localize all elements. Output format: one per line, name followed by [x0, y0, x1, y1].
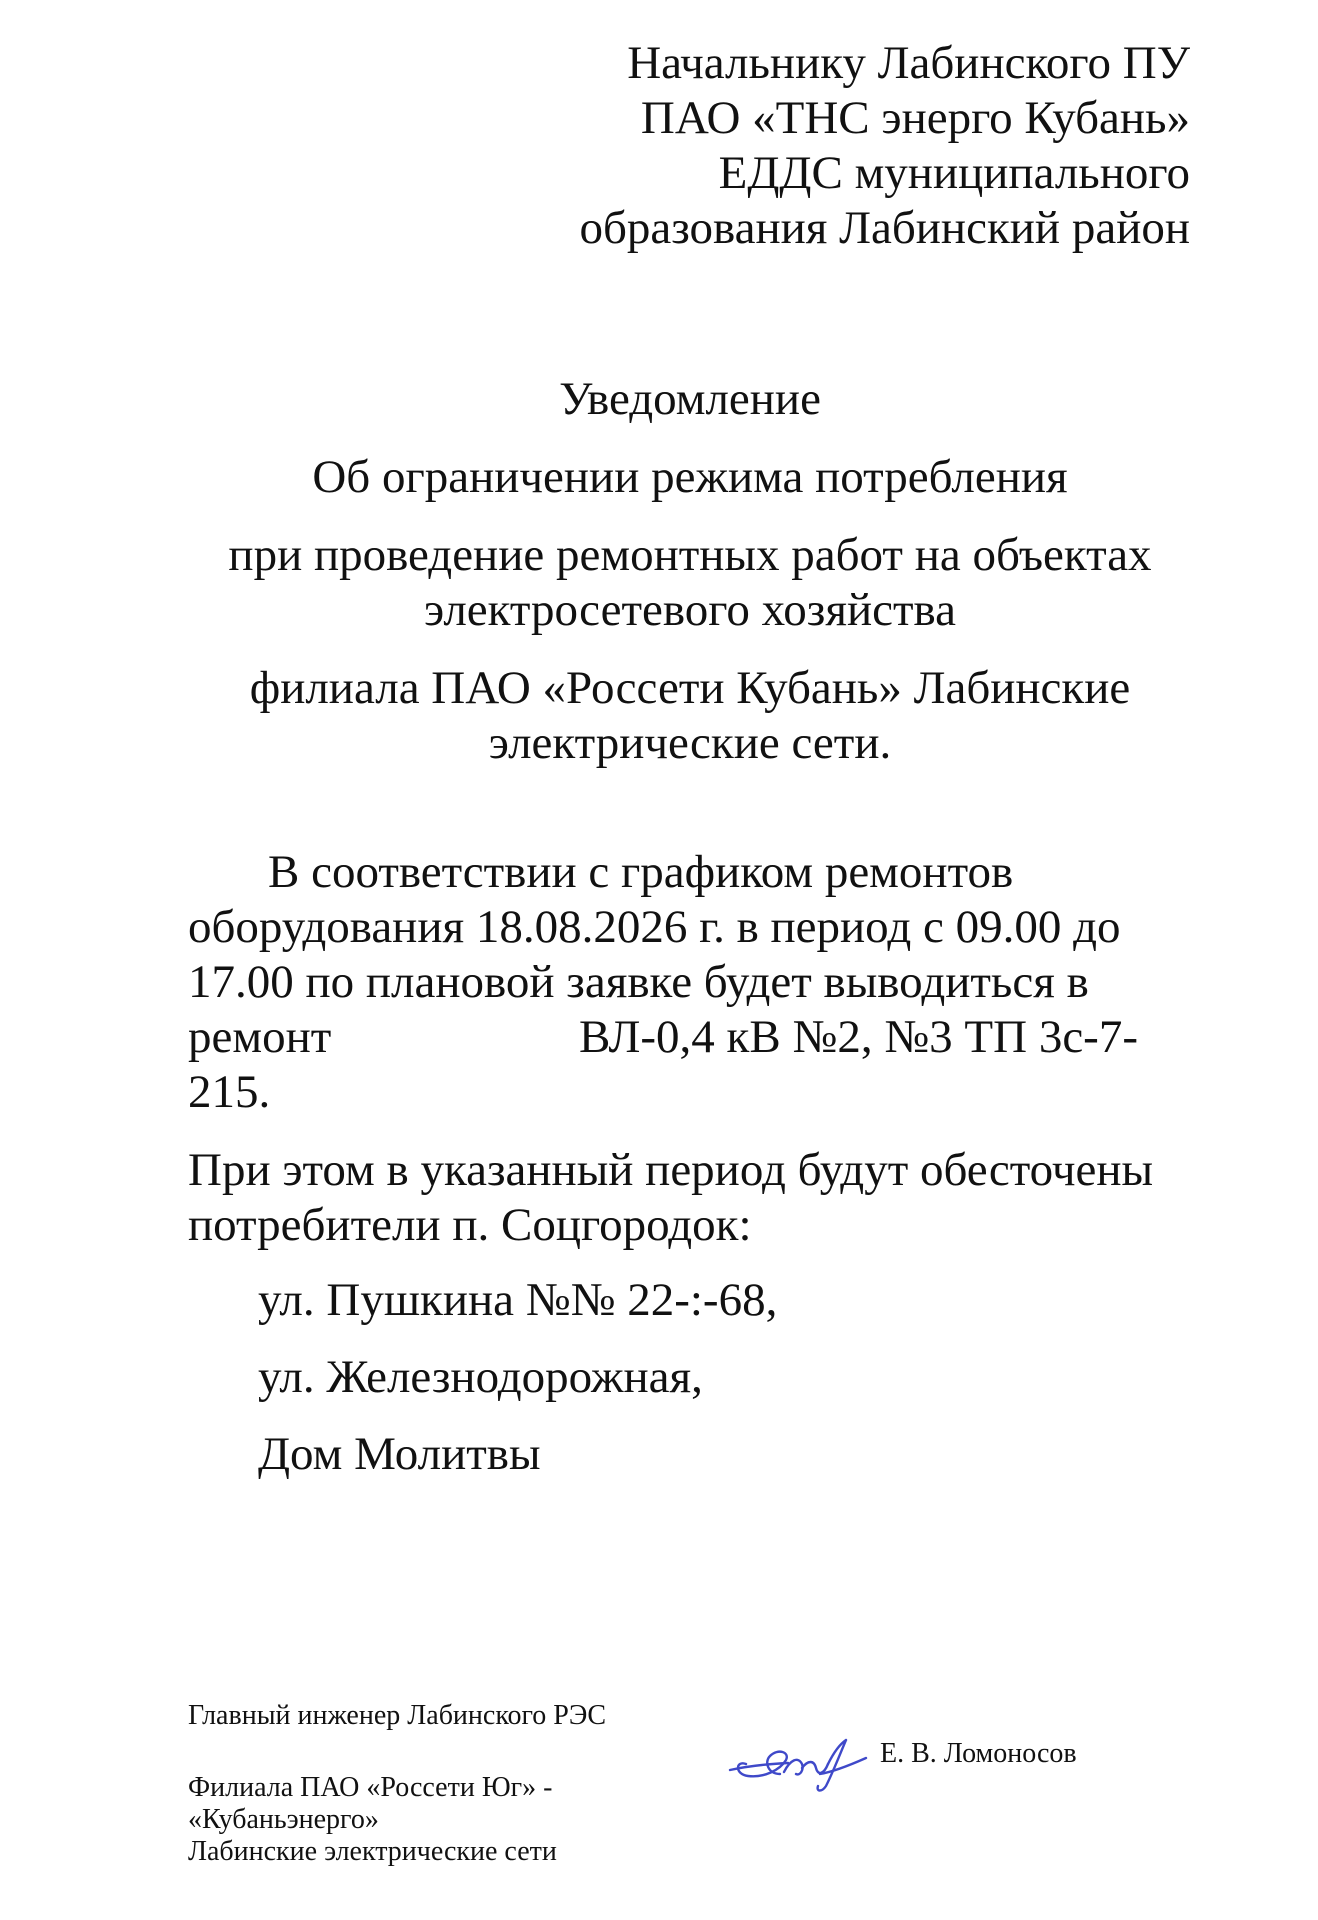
- notice-subject-line: филиала ПАО «Россети Кубань» Лабинские: [249, 662, 1131, 714]
- notice-heading: Уведомление: [559, 373, 821, 425]
- signatory-position: [188, 1700, 606, 1868]
- position-line: Филиала ПАО «Россети Юг» -: [188, 1772, 553, 1803]
- body-line: 17.00 по плановой заявке будет выводиться в: [188, 956, 1089, 1008]
- body-line-repair: [188, 1010, 1138, 1065]
- body-line: 215.: [188, 1066, 271, 1118]
- paragraph-schedule: [188, 845, 1138, 1120]
- body-line: оборудования 18.08.2026 г. в период с 09.00 до: [188, 901, 1121, 953]
- paragraph-consumers: [188, 1143, 1154, 1253]
- address-item: ул. Железнодорожная,: [258, 1351, 703, 1403]
- addressee-line: образования Лабинский район: [579, 202, 1190, 254]
- position-line: Лабинские электрические сети: [188, 1836, 557, 1867]
- address-item: ул. Пушкина №№ 22-:-68,: [258, 1274, 778, 1326]
- address-list: [188, 1273, 1138, 1482]
- power-line-id: ВЛ-0,4 кВ №2, №3 ТП 3с-7-: [578, 1011, 1138, 1063]
- position-line: Главный инженер Лабинского РЭС: [188, 1700, 607, 1731]
- notice-subject-line: электросетевого хозяйства: [424, 584, 956, 636]
- notice-title-block: [180, 372, 1200, 771]
- addressee-line: ПАО «ТНС энерго Кубань»: [640, 92, 1190, 144]
- body-line: В соответствии с графиком ремонтов: [268, 846, 1014, 898]
- body-line: При этом в указанный период будут обесточены: [188, 1144, 1154, 1196]
- handwritten-signature: [728, 1730, 878, 1800]
- repair-word: ремонт: [188, 1011, 332, 1063]
- address-item: Дом Молитвы: [258, 1428, 541, 1480]
- addressee-line: ЕДДС муниципального: [718, 147, 1190, 199]
- position-line: «Кубаньэнерго»: [188, 1804, 379, 1835]
- signatory-name: Е. В. Ломоносов: [880, 1738, 1077, 1769]
- notice-subject-line: электрические сети.: [488, 717, 892, 769]
- notice-subject-line: при проведение ремонтных работ на объектах: [228, 529, 1152, 581]
- notice-subject-line: Об ограничении режима потребления: [312, 451, 1068, 503]
- addressee-block: [579, 36, 1190, 256]
- notice-body: [188, 845, 1154, 1504]
- addressee-line: Начальнику Лабинского ПУ: [627, 37, 1190, 89]
- body-line: потребители п. Соцгородок:: [188, 1199, 752, 1251]
